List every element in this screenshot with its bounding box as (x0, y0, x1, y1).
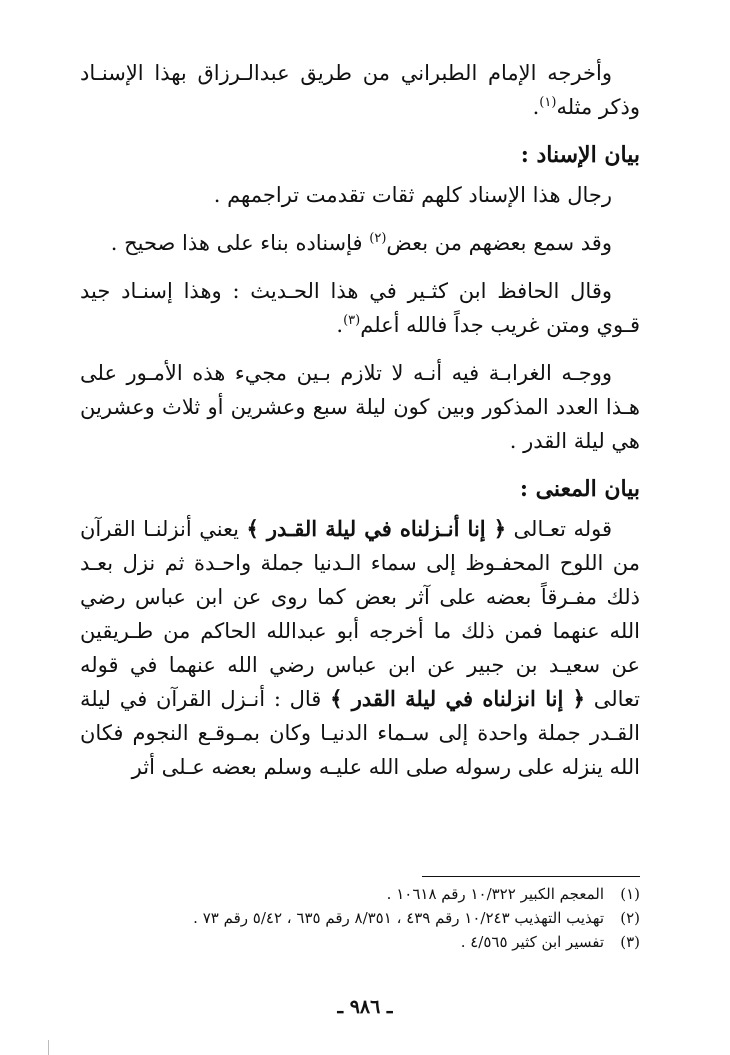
meaning-heading: بيان المعنى : (519, 476, 640, 502)
footnote-text: تهذيب التهذيب ١٠/٢٤٣ رقم ٤٣٩ ، ٨/٣٥١ رقم ٦٣٥ ، ٥/٤٢ رقم ٧٣ . (193, 909, 604, 927)
page-number: ـ ٩٨٦ ـ (337, 996, 393, 1018)
paragraph-meaning (80, 512, 640, 784)
footnote-3 (80, 930, 640, 954)
quran-quote: ﴿ إنا انزلناه في ليلة القدر ﴾ (330, 686, 585, 711)
paragraph-text: قال : أنـزل القرآن في ليلة القـدر جملة واحدة إلى سـماء الدنيـا وكان بمـوقـع النجوم فكان الله ينزله على رسوله صلى الله عليـه وسلم بعضه عـلى أثر (80, 687, 640, 779)
paragraph-strangeness: ووجـه الغرابـة فيه أنـه لا تلازم بـين مجيء هذه الأمـور على هـذا العدد المذكور وبين كون ليلة سبع وعشرين أو ثلاث وعشرين هي ليلة القدر . (80, 361, 640, 453)
paragraph-text: وقد سمع بعضهم من بعض (386, 231, 612, 255)
footnote-text: تفسير ابن كثير ٤/٥٦٥ . (460, 933, 604, 951)
footnote-ref-1[interactable]: (١) (539, 95, 557, 110)
paragraph-hearing (80, 226, 640, 260)
footnote-text: المعجم الكبير ١٠/٣٢٢ رقم ١٠٦١٨ . (386, 885, 604, 903)
footnote-number: (١) (620, 885, 640, 903)
footnote-number: (٣) (620, 933, 640, 951)
paragraph-tail: . (336, 313, 344, 337)
footnotes (80, 882, 640, 954)
paragraph-text: يعني أنزلنـا القرآن من اللوح المحفـوظ إلى سماء الـدنيا جملة واحـدة ثم نزل بعـد ذلك مفـرقاً بعضه على آثر بعض كما روى عن ابن عباس رضي الله عنهما فمن ذلك ما أخرجه أبو عبدالله الحاكم من طـريقين عن سعيـد بن جبير عن ابن عباس رضي الله عنهما في قوله تعالى (80, 517, 640, 711)
scan-edge-mark (48, 1040, 49, 1055)
footnote-2 (80, 906, 640, 930)
footnote-ref-3[interactable]: (٣) (343, 313, 361, 328)
paragraph-text: وقال الحافظ ابن كثـير في هذا الحـديث : وهذا إسنـاد جيد قـوي ومتن غريب جداً فالله أعلم (80, 279, 640, 337)
paragraph-tabarani (80, 56, 640, 124)
paragraph-ibn-kathir (80, 274, 640, 342)
footnote-ref-2[interactable]: (٢) (369, 231, 387, 246)
paragraph-text: فإسناده بناء على هذا صحيح . (110, 231, 363, 255)
isnad-heading: بيان الإسناد : (520, 142, 640, 168)
paragraph-tail: . (532, 95, 540, 119)
footnote-number: (٢) (620, 909, 640, 927)
footnote-divider (422, 876, 640, 877)
footnote-1 (80, 882, 640, 906)
paragraph-narrators: رجال هذا الإسناد كلهم ثقات تقدمت تراجمهم . (213, 183, 612, 207)
paragraph-text: وأخرجه الإمام الطبراني من طريق عبدالـرزاق بهذا الإسنـاد وذكر مثله (80, 61, 640, 119)
paragraph-text: قوله تعـالى (513, 517, 612, 541)
quran-quote: ﴿ إنا أنـزلناه في ليلة القـدر ﴾ (246, 516, 507, 541)
